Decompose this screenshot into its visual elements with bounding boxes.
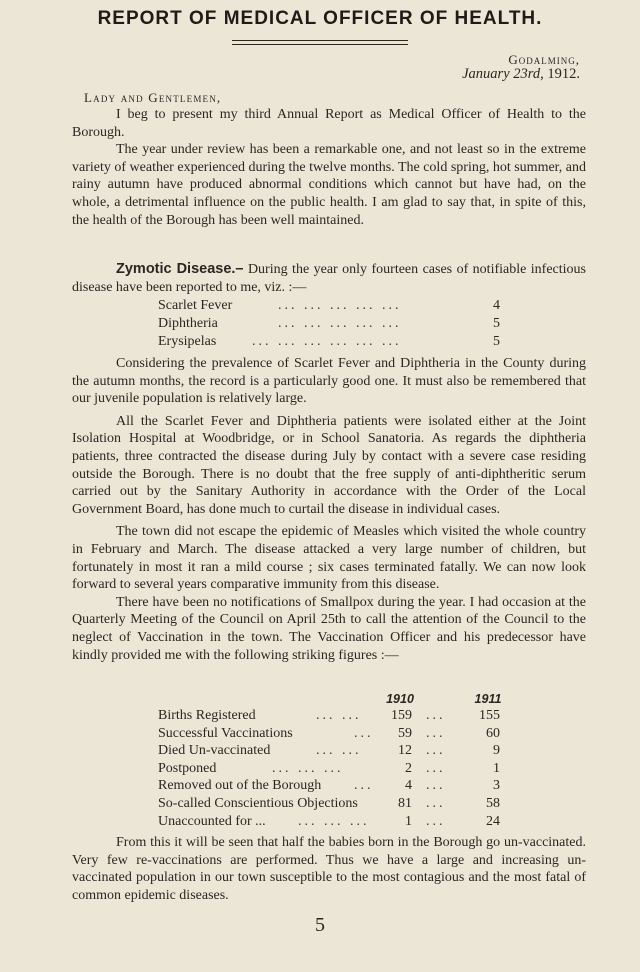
body-paragraphs (72, 355, 586, 664)
disease-name: Diphtheria (158, 315, 218, 331)
paragraph-weather: The year under review has been a remarkable one, and not least so in the extreme variety of weather experienced during the twelve months. The cold spring, hot summer, and rainy autumn have produced abnormal conditions which cannot but have had, on the whole, a detrimental influence on the public health. I am glad to say that, in spite of this, the health of the Borough has been well maintained. (72, 142, 586, 228)
table-row (158, 814, 504, 832)
date-line (462, 66, 580, 83)
table-row (158, 796, 504, 814)
closing-paragraph (72, 834, 586, 904)
title-rule-top (232, 40, 408, 41)
place-line: Godalming, (508, 52, 580, 67)
page-number: 5 (315, 914, 325, 936)
value-1911: 1 (493, 760, 500, 776)
leader-dots: ... (354, 778, 374, 794)
leader-dots: ... (426, 708, 446, 723)
leader-dots: ... (426, 725, 446, 741)
year-1911-header: 1911 (474, 692, 502, 706)
table-row (158, 743, 504, 761)
value-1910: 81 (398, 795, 412, 811)
value-1910: 1 (405, 813, 412, 829)
disease-row (158, 298, 500, 316)
intro-paragraphs (72, 106, 586, 229)
value-1910: 2 (405, 760, 412, 776)
row-label: Successful Vaccinations (158, 725, 293, 741)
value-1910: 12 (398, 743, 412, 759)
row-label: Died Un-vaccinated (158, 743, 271, 759)
paragraph-zymotic (72, 261, 586, 296)
paragraph-smallpox: There have been no notifications of Smallpox during the year. I had occasion at the Quarterly Meeting of the Council on April 25th to call the attention of the Council to the neglect of Vaccination in the town. The Vaccination Officer and his predecessor have kindly provided me with the following striking figures :— (72, 594, 586, 663)
leader-dots: ... (426, 743, 446, 759)
title-rule-bottom (232, 44, 408, 45)
disease-row (158, 334, 500, 352)
disease-count: 5 (493, 315, 500, 331)
table-row (158, 708, 504, 726)
paragraph-isolation: All the Scarlet Fever and Diphtheria patients were isolated either at the Joint Isolation Hospital at Woodbridge, or in School Sanatoria. As regards the diphtheria patients, three contracted the disease during July by contact with a severe case residing outside the Borough. There is no doubt that the free supply of anti-diphtheritic serum carried out by the Sanitary Authority in accordance with the Order of the Local Government Board, has done much to curtail the disease in individual cases. (72, 413, 586, 517)
leader-dots: ... ... ... ... ... (278, 315, 402, 331)
value-1911: 3 (493, 778, 500, 794)
paragraph-conclusion: From this it will be seen that half the babies born in the Borough go un-vaccinated. Very few re-vaccinations are performed. Thus we have a large and increasing un-vaccinated population in our town susceptible to the most contagious and the most fatal of common epidemic diseases. (72, 835, 586, 903)
row-label: Births Registered (158, 708, 256, 723)
value-1910: 4 (405, 778, 412, 794)
disease-name: Erysipelas (158, 333, 217, 349)
salutation: Lady and Gentlemen, (84, 90, 222, 105)
paragraph-measles: The town did not escape the epidemic of Measles which visited the whole country in February and March. The disease attacked a very large number of children, but fortunately in most it ran a mild course ; six cases terminated fatally. We can now look forward to several years comparative immunity from this disease. (72, 524, 586, 593)
paragraph-intro: I beg to present my third Annual Report as Medical Officer of Health to the Borough. (72, 107, 586, 140)
table-row (158, 761, 504, 779)
leader-dots: ... (426, 760, 446, 776)
value-1911: 24 (486, 813, 500, 829)
leader-dots: ... ... (316, 743, 362, 759)
disease-count: 5 (493, 333, 500, 349)
leader-dots: ... ... ... (272, 760, 344, 776)
page-title: REPORT OF MEDICAL OFFICER OF HEALTH. (97, 8, 543, 29)
disease-name: Scarlet Fever (158, 298, 233, 313)
value-1910: 159 (391, 708, 412, 723)
value-1910: 59 (398, 725, 412, 741)
table-row (158, 726, 504, 744)
disease-list (158, 298, 500, 351)
row-label: Unaccounted for ... (158, 813, 266, 829)
value-1911: 155 (479, 708, 500, 723)
date-month: January 23rd (462, 66, 541, 82)
zymotic-heading: Zymotic Disease.– (116, 261, 244, 277)
leader-dots: ... (426, 778, 446, 794)
row-label: Postponed (158, 760, 217, 776)
zymotic-text: During the year only fourteen cases of notifiable infectious disease have been reported to me, viz. :— (72, 262, 586, 295)
zymotic-section (72, 261, 586, 296)
leader-dots: ... ... ... (298, 813, 370, 829)
paragraph-prevalence: Considering the prevalence of Scarlet Fever and Diphtheria in the County during the autumn months, the record is a particularly good one. It must also be remembered that our juvenile population is relatively large. (72, 356, 586, 407)
value-1911: 58 (486, 795, 500, 811)
row-label: So-called Conscientious Objections (158, 795, 358, 811)
leader-dots: ... (426, 795, 446, 811)
leader-dots: ... ... ... ... ... ... (252, 333, 402, 349)
leader-dots: ... (426, 813, 446, 829)
year-1910-header: 1910 (386, 692, 414, 706)
leader-dots: ... ... ... ... ... (278, 298, 402, 313)
leader-dots: ... (354, 725, 374, 741)
date-year: , 1912. (540, 66, 580, 82)
vaccination-table (158, 692, 504, 831)
table-row (158, 778, 504, 796)
leader-dots: ... ... (316, 708, 362, 723)
value-1911: 9 (493, 743, 500, 759)
vaccination-table-header (158, 692, 504, 708)
row-label: Removed out of the Borough (158, 778, 322, 794)
value-1911: 60 (486, 725, 500, 741)
disease-row (158, 316, 500, 334)
disease-count: 4 (493, 298, 500, 313)
